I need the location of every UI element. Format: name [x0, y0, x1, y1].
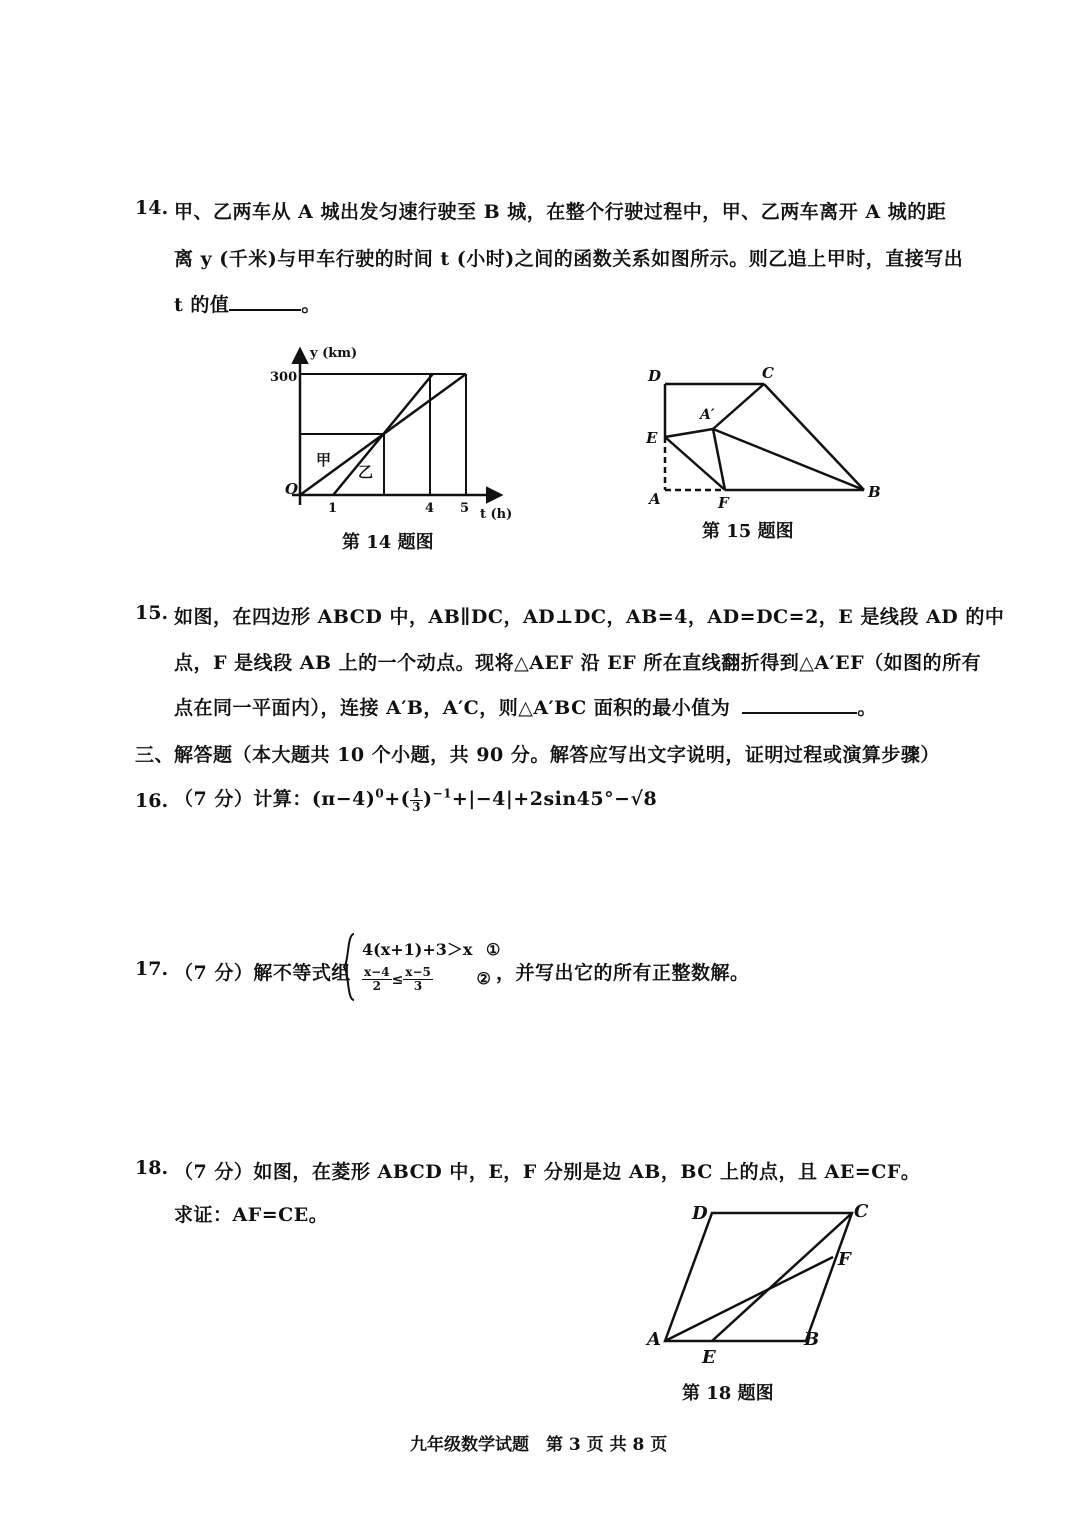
q15-caption: 第 15 题图: [702, 521, 794, 542]
q15-figure: [640, 362, 890, 512]
q14-answer-blank[interactable]: [229, 291, 301, 311]
q15-line-3: [174, 693, 877, 720]
q15-seg-A-prime-B: [713, 429, 864, 490]
q15-seg-A-prime-C: [713, 384, 764, 429]
q16-expr-d: +|−4|+2sin45°−√8: [451, 788, 658, 810]
q14-y-axis-label: y (km): [310, 346, 358, 361]
q16-prefix: （7 分）计算：: [174, 788, 312, 810]
q16-expr-c: ): [423, 788, 433, 810]
q15-label-A: A: [649, 490, 661, 508]
q15-label-A-prime: A′: [700, 407, 715, 423]
q18-figure: [640, 1195, 890, 1375]
q15-line-1: 如图，在四边形 ABCD 中，AB∥DC，AD⊥DC，AB=4，AD=DC=2，E 是线段 AD 的中: [174, 606, 1005, 628]
q17-suffix: ，并写出它的所有正整数解。: [496, 962, 750, 984]
q14-origin-label: O: [285, 480, 299, 498]
q15-label-C: C: [762, 364, 774, 382]
q15-line-2: 点，F 是线段 AB 上的一个动点。现将△AEF 沿 EF 所在直线翻折得到△A′EF（如图的所有: [174, 652, 982, 674]
q15-number: 15.: [135, 602, 169, 624]
q17-ineq-1-text: 4(x+1)+3＞x: [362, 940, 473, 959]
q17-inequality-1: [362, 937, 500, 960]
q17-frac-2-den: 3: [413, 979, 423, 993]
q14-line-2: 离 y (千米)与甲车行驶的时间 t (小时)之间的函数关系如图所示。则乙追上甲时，直接写出: [174, 248, 964, 270]
q14-line-3-end: 。: [301, 294, 321, 316]
q18-number: 18.: [135, 1157, 169, 1179]
q18-label-A: A: [647, 1329, 661, 1350]
q18-line-1: （7 分）如图，在菱形 ABCD 中，E，F 分别是边 AB，BC 上的点，且 AE=CF。: [174, 1161, 921, 1183]
q18-label-D: D: [692, 1203, 708, 1224]
q16-number: 16.: [135, 790, 169, 812]
q14-t-tick-5: 5: [460, 501, 470, 516]
q17-prefix: （7 分）解不等式组: [174, 962, 351, 984]
q14-series-label-jia: 甲: [316, 451, 332, 469]
q17-mark-1: ①: [486, 940, 501, 959]
q15-answer-blank[interactable]: [742, 694, 857, 714]
q18-label-C: C: [854, 1201, 869, 1222]
page-footer: 九年级数学试题 第 3 页 共 8 页: [410, 1435, 668, 1455]
q14-t-tick-4: 4: [425, 501, 435, 516]
q18-label-B: B: [804, 1329, 820, 1350]
q18-label-F: F: [838, 1249, 851, 1270]
q17-frac-1: [362, 966, 392, 993]
q14-line-3: [174, 290, 321, 317]
q18-line-2: 求证：AF=CE。: [174, 1204, 329, 1226]
q14-number: 14.: [135, 197, 169, 219]
q14-t-tick-1: 1: [328, 501, 338, 516]
q15-label-B: B: [868, 483, 881, 501]
q15-label-E: E: [646, 429, 658, 447]
q17-frac-2-num: x−5: [405, 965, 431, 979]
q16-exp-0: 0: [375, 786, 385, 801]
q17-frac-2: [403, 966, 433, 993]
q16-exp-neg1: −1: [432, 786, 452, 801]
q15-line-3-end: 。: [857, 697, 877, 719]
q17-brace: [342, 932, 356, 1002]
q18-label-E: E: [702, 1347, 716, 1368]
q17-inequality-2: [362, 966, 491, 993]
q15-seg-CB: [764, 384, 864, 490]
q16-frac-num: 1: [412, 785, 422, 800]
q15-label-D: D: [648, 367, 662, 385]
q16-expr-b: +(: [384, 788, 411, 810]
q16-line: [174, 784, 657, 814]
q17-leq: ≤: [391, 972, 404, 988]
q14-y-tick-300: 300: [270, 370, 298, 385]
q14-t-axis-label: t (h): [480, 507, 513, 522]
q17-frac-1-den: 2: [372, 979, 381, 993]
q17-number: 17.: [135, 958, 169, 980]
q16-expr-a: (π−4): [311, 788, 376, 810]
q16-frac-den: 3: [412, 799, 422, 814]
q18-rhombus: [665, 1213, 852, 1341]
q18-caption: 第 18 题图: [682, 1383, 774, 1404]
q18-seg-CE: [712, 1213, 852, 1341]
q14-graph: [270, 340, 520, 530]
q14-caption: 第 14 题图: [342, 532, 434, 553]
q16-fraction: [410, 787, 423, 814]
q15-line-3-text: 点在同一平面内），连接 A′B，A′C，则△A′BC 面积的最小值为: [174, 697, 731, 719]
q17-mark-2: ②: [476, 969, 491, 988]
q15-seg-EA-prime: [665, 429, 713, 437]
q14-line-1: 甲、乙两车从 A 城出发匀速行驶至 B 城，在整个行驶过程中，甲、乙两车离开 A 城的距: [174, 201, 947, 223]
q14-line-3-text: t 的值: [174, 294, 230, 316]
section-3-title: 三、解答题（本大题共 10 个小题，共 90 分。解答应写出文字说明，证明过程或演算步骤）: [135, 744, 940, 766]
q17-frac-1-num: x−4: [364, 965, 390, 979]
q15-label-F: F: [718, 494, 729, 512]
q14-series-label-yi: 乙: [358, 463, 374, 481]
